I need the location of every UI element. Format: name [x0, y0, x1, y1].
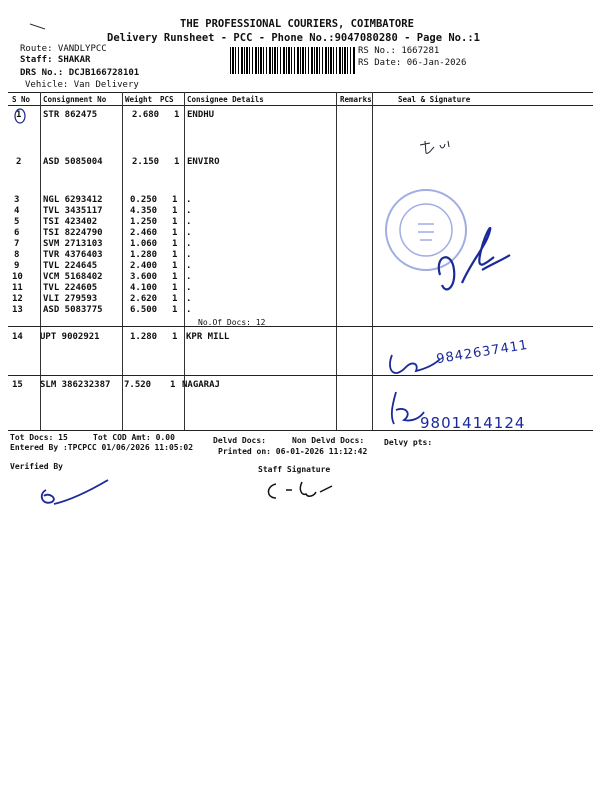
header-top-rule: [8, 92, 593, 93]
table-row: 7 SVM 2713103 1.060 1 .: [14, 239, 192, 249]
table-row: 9 TVL 224645 2.400 1 .: [14, 261, 192, 271]
staff-signature: [262, 476, 342, 516]
signature-row-14: [384, 345, 444, 385]
rs-number: RS No.: 1667281: [358, 46, 440, 56]
table-row: 3 NGL 6293412 0.250 1 .: [14, 195, 192, 205]
table-row: 8 TVR 4376403 1.280 1 .: [14, 250, 192, 260]
table-row: 5 TSI 423402 1.250 1 .: [14, 217, 192, 227]
table-row: 13 ASD 5083775 6.500 1 .: [12, 305, 192, 315]
table-row: 12 VLI 279593 2.620 1 .: [12, 294, 192, 304]
header-bottom-rule: [8, 105, 593, 106]
handwritten-phone-2: 9801414124: [420, 414, 526, 432]
table-row: 6 TSI 8224790 2.460 1 .: [14, 228, 192, 238]
row-rule: [8, 326, 593, 327]
verified-signature: [36, 476, 116, 516]
table-row: 10 VCM 5168402 3.600 1 .: [12, 272, 192, 282]
table-row: 1 STR 862475 2.680 1 ENDHU: [16, 110, 215, 120]
col-remarks: Remarks: [340, 95, 372, 104]
handwritten-phone-1: 9842637411: [435, 337, 530, 368]
tot-cod-amount: Tot COD Amt: 0.00: [93, 433, 175, 442]
group-doc-count: No.Of Docs: 12: [198, 318, 266, 327]
rs-date: RS Date: 06-Jan-2026: [358, 58, 467, 68]
barcode: [230, 47, 355, 74]
col-consignee: Consignee Details: [187, 95, 264, 104]
delivery-points: Delvy pts:: [384, 438, 433, 447]
delivered-docs: Delvd Docs:: [213, 436, 266, 445]
company-name: THE PROFESSIONAL COURIERS, COIMBATORE: [180, 18, 414, 30]
runsheet-title: Delivery Runsheet - PCC - Phone No.:9047080280 - Page No.:1: [107, 32, 480, 44]
table-row: 15 SLM 386232387 7.520 1 NAGARAJ: [12, 380, 220, 390]
signature-row-1: [418, 135, 468, 160]
table-row: 14 UPT 9002921 1.280 1 KPR MILL: [12, 332, 230, 342]
printed-on: Printed on: 06-01-2026 11:12:42: [218, 447, 368, 456]
row-1-pen-mark: [12, 108, 32, 128]
col-sno: S No: [12, 95, 31, 104]
table-row: 11 TVL 224605 4.100 1 .: [12, 283, 192, 293]
pen-mark: [30, 22, 50, 32]
staff: Staff: SHAKAR: [20, 55, 91, 65]
row-rule: [8, 375, 593, 376]
vehicle: Vehicle: Van Delivery: [25, 80, 139, 90]
route: Route: VANDLYPCC: [20, 44, 107, 54]
signature-stamp-area: [432, 225, 522, 305]
table-row: 2 ASD 5085004 2.150 1 ENVIRO: [16, 157, 220, 167]
tot-docs: Tot Docs: 15: [10, 433, 68, 442]
staff-signature-label: Staff Signature: [258, 465, 331, 474]
drs-number: DRS No.: DCJB166728101: [20, 68, 140, 78]
col-seal-signature: Seal & Signature: [398, 95, 471, 104]
table-row: 4 TVL 3435117 4.350 1 .: [14, 206, 192, 216]
col-consignment: Consignment No: [43, 95, 107, 104]
col-weight: Weight: [125, 95, 153, 104]
entered-by: Entered By :TPCPCC 01/06/2026 11:05:02: [10, 443, 194, 452]
non-delivered-docs: Non Delvd Docs:: [292, 436, 365, 445]
col-pcs: PCS: [160, 95, 174, 104]
verified-by: Verified By: [10, 462, 63, 471]
